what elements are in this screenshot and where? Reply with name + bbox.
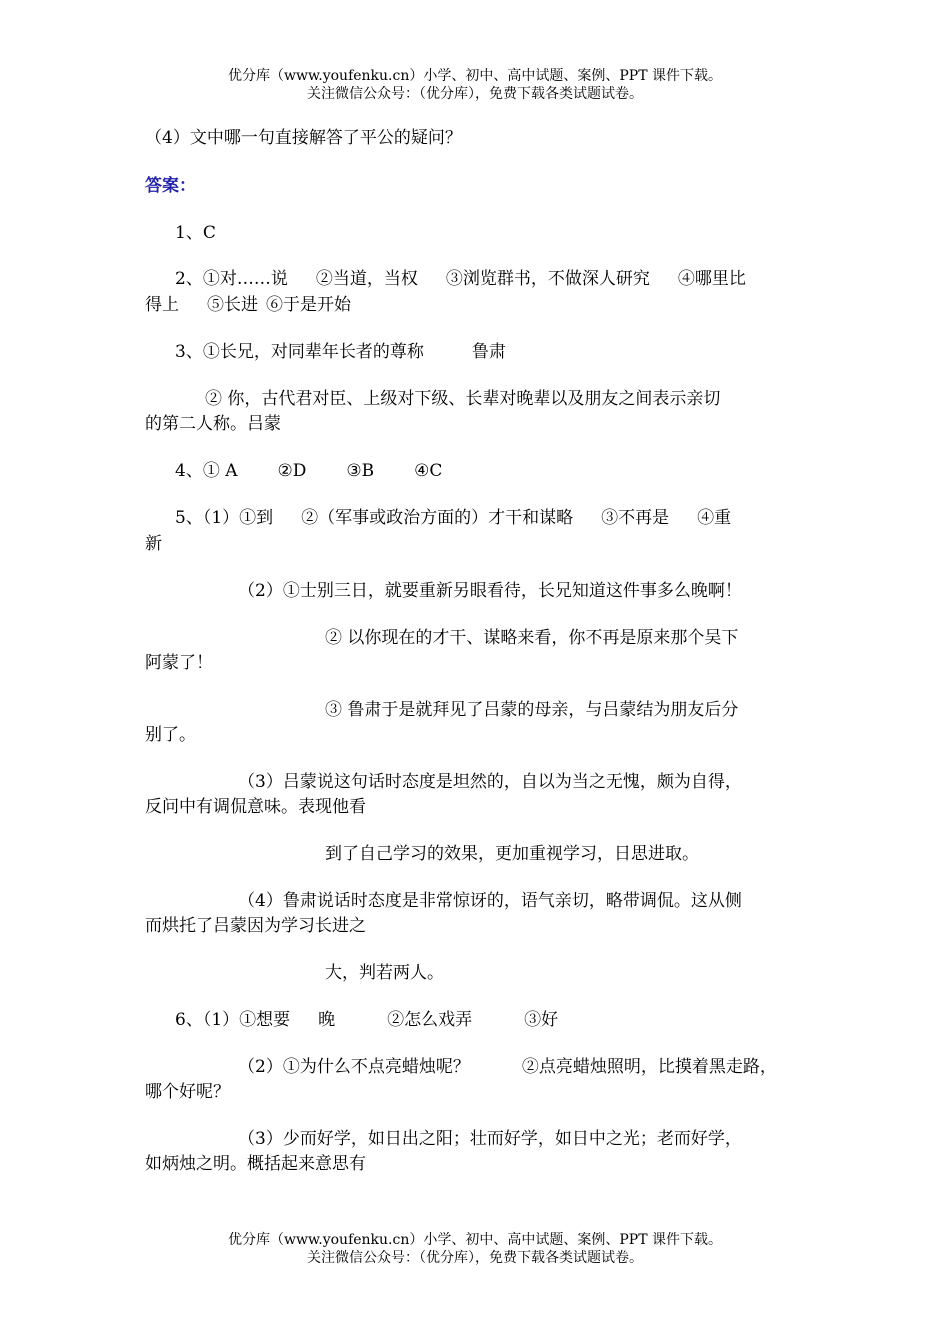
answer-2-item-4: ④哪里比 bbox=[677, 269, 746, 289]
answer-6-part-2-item-1: （2）①为什么不点亮蜡烛呢？ bbox=[238, 1057, 470, 1077]
answer-5-part-1-item-1: 5、（1）①到 bbox=[175, 508, 274, 528]
footer-line-2: 关注微信公众号：（优分库），免费下载各类试题试卷。 bbox=[307, 1250, 643, 1266]
answer-4-choice-2: ②D bbox=[277, 461, 307, 481]
page-header bbox=[0, 67, 950, 103]
answer-5-part-2-item-3-line-2: 别了。 bbox=[145, 725, 196, 745]
answer-5-part-2-item-1: （2）①士别三日，就要重新另眼看待，长兄知道这件事多么晚啊！ bbox=[238, 581, 742, 601]
answer-5-part-4-line-2: 而烘托了吕蒙因为学习长进之 bbox=[145, 916, 366, 936]
answer-title: 答案： bbox=[145, 176, 196, 196]
question-4: （4）文中哪一句直接解答了平公的疑问？ bbox=[145, 128, 462, 148]
answer-6-part-2-line-1 bbox=[238, 1056, 777, 1078]
answer-2-item-2: ②当道，当权 bbox=[315, 269, 418, 289]
answer-5-part-4-line-1: （4）鲁肃说话时态度是非常惊讶的，语气亲切，略带调侃。这从侧 bbox=[238, 891, 742, 911]
answer-4-choice-1: ① A bbox=[202, 461, 238, 481]
header-line-1: 优分库（www.youfenku.cn）小学、初中、高中试题、案例、PPT 课件下载。 bbox=[227, 68, 722, 84]
answer-2-item-6: ⑥于是开始 bbox=[266, 295, 351, 315]
answer-2-item-3: ③浏览群书，不做深人研究 bbox=[445, 269, 650, 289]
answer-3-line-3: 的第二人称。吕蒙 bbox=[145, 414, 281, 434]
answer-2-line-1 bbox=[175, 268, 746, 290]
header-line-2: 关注微信公众号：（优分库），免费下载各类试题试卷。 bbox=[307, 86, 643, 102]
answer-3-definition: 3、①长兄，对同辈年长者的尊称 bbox=[175, 342, 424, 362]
footer-line-1: 优分库（www.youfenku.cn）小学、初中、高中试题、案例、PPT 课件下载。 bbox=[227, 1232, 722, 1248]
answer-5-part-1-item-2: ②（军事或政治方面的）才干和谋略 bbox=[301, 508, 574, 528]
answer-5-part-3-line-3: 到了自己学习的效果，更加重视学习，日思进取。 bbox=[325, 844, 699, 864]
answer-6-part-2-item-2: ②点亮蜡烛照明，比摸着黑走路， bbox=[521, 1057, 777, 1077]
page-footer bbox=[0, 1231, 950, 1267]
answer-4-prefix: 4、 bbox=[175, 461, 203, 481]
answer-5-part-2-item-2-line-1: ② 以你现在的才干、谋略来看，你不再是原来那个吴下 bbox=[325, 628, 739, 648]
answer-6-part-2-line-2: 哪个好呢？ bbox=[145, 1082, 230, 1102]
answer-2-item-1: ①对……说 bbox=[202, 269, 288, 289]
answer-6-part-1 bbox=[175, 1009, 558, 1031]
answer-3-person: 鲁肃 bbox=[471, 342, 506, 362]
answer-5-part-4-line-3: 大，判若两人。 bbox=[325, 963, 444, 983]
answer-5-part-1-line-1 bbox=[175, 507, 731, 529]
answer-6-part-3-line-1: （3）少而好学，如日出之阳；壮而好学，如日中之光；老而好学， bbox=[238, 1129, 742, 1149]
answer-2-item-5: ⑤长进 bbox=[207, 295, 258, 315]
answer-5-part-1-line-2: 新 bbox=[145, 534, 162, 554]
answer-6-part-3-line-2: 如炳烛之明。概括起来意思有 bbox=[145, 1154, 366, 1174]
answer-6-part-1-item-1b: 晚 bbox=[318, 1010, 336, 1030]
answer-2-prefix: 2、 bbox=[175, 269, 203, 289]
answer-5-part-3-line-1: （3）吕蒙说这句话时态度是坦然的，自以为当之无愧，颇为自得， bbox=[238, 772, 742, 792]
answer-1: 1、C bbox=[175, 223, 216, 243]
answer-5-part-2-item-3-line-1: ③ 鲁肃于是就拜见了吕蒙的母亲，与吕蒙结为朋友后分 bbox=[325, 700, 739, 720]
answer-4-choice-4: ④C bbox=[414, 461, 443, 481]
answer-4 bbox=[175, 460, 442, 482]
answer-4-choice-3: ③B bbox=[346, 461, 375, 481]
answer-5-part-1-item-4: ④重 bbox=[697, 508, 732, 528]
answer-2-item-4-cont: 得上 bbox=[145, 295, 179, 315]
answer-5-part-2-item-2-line-2: 阿蒙了！ bbox=[145, 653, 213, 673]
answer-3-line-2: ② 你，古代君对臣、上级对下级、长辈对晚辈以及朋友之间表示亲切 bbox=[205, 389, 721, 409]
answer-5-part-1-item-3: ③不再是 bbox=[601, 508, 670, 528]
answer-3-line-1 bbox=[175, 341, 506, 363]
answer-6-part-1-item-3: ③好 bbox=[524, 1010, 559, 1030]
answer-2-line-2 bbox=[145, 294, 351, 316]
answer-6-part-1-item-2: ②怎么戏弄 bbox=[387, 1010, 473, 1030]
answer-5-part-3-line-2: 反问中有调侃意味。表现他看 bbox=[145, 797, 366, 817]
answer-6-part-1-item-1: 6、（1）①想要 bbox=[175, 1010, 291, 1030]
